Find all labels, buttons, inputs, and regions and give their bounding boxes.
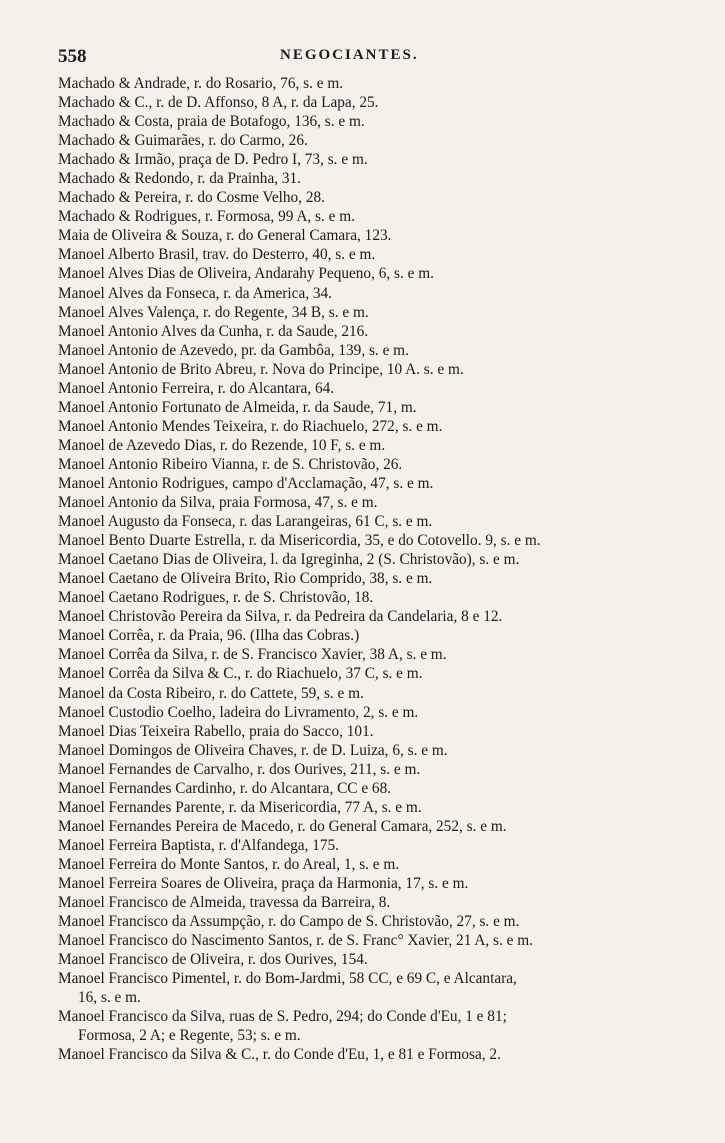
- entry-line: Manoel Augusto da Fonseca, r. das Larangeiras, 61 C, s. e m.: [58, 513, 433, 531]
- entry-line: Machado & C., r. de D. Affonso, 8 A, r. da Lapa, 25.: [58, 94, 379, 112]
- entry-line: Manoel Fernandes de Carvalho, r. dos Ourives, 211, s. e m.: [58, 760, 421, 778]
- directory-entry: [58, 512, 678, 531]
- entry-line: Machado & Irmão, praça de D. Pedro I, 73, s. e m.: [58, 151, 368, 169]
- directory-entry: [58, 131, 678, 150]
- directory-entry: [58, 150, 678, 169]
- directory-entry: [58, 226, 678, 245]
- directory-entry: [58, 417, 678, 436]
- entry-line: Machado & Redondo, r. da Prainha, 31.: [58, 170, 302, 188]
- directory-entry: [58, 74, 678, 93]
- entry-line: Manoel Francisco da Silva, ruas de S. Pedro, 294; do Conde d'Eu, 1 e 81;: [58, 1008, 507, 1026]
- entry-line: Manoel Francisco de Oliveira, r. dos Ourives, 154.: [58, 951, 368, 969]
- entry-line: Manoel Antonio Mendes Teixeira, r. do Riachuelo, 272, s. e m.: [58, 417, 443, 435]
- directory-entry: [58, 1007, 678, 1045]
- entry-line: Machado & Rodrigues, r. Formosa, 99 A, s. e m.: [58, 208, 355, 226]
- entry-line: Manoel Alberto Brasil, trav. do Desterro, 40, s. e m.: [58, 246, 376, 264]
- section-title: NEGOCIANTES.: [280, 47, 419, 63]
- entry-line: Manoel Antonio Fortunato de Almeida, r. da Saude, 71, m.: [58, 398, 417, 416]
- entry-line: Manoel Alves Valença, r. do Regente, 34 B, s. e m.: [58, 303, 369, 321]
- entry-line: Manoel Domingos de Oliveira Chaves, r. de D. Luiza, 6, s. e m.: [58, 741, 448, 759]
- directory-entry: [58, 760, 678, 779]
- directory-entry: [58, 303, 678, 322]
- directory-entry: [58, 645, 678, 664]
- directory-entry: [58, 207, 678, 226]
- directory-entry: [58, 188, 678, 207]
- directory-entry: [58, 855, 678, 874]
- directory-entry: [58, 379, 678, 398]
- directory-entry: [58, 874, 678, 893]
- entry-line: Manoel Antonio de Azevedo, pr. da Gambôa, 139, s. e m.: [58, 341, 409, 359]
- merchant-list: [58, 74, 678, 1064]
- entry-continuation-line: Formosa, 2 A; e Regente, 53; s. e m.: [78, 1027, 301, 1045]
- directory-entry: [58, 1045, 678, 1064]
- entry-line: Manoel de Azevedo Dias, r. do Rezende, 10 F, s. e m.: [58, 436, 386, 454]
- entry-line: Manoel Caetano Rodrigues, r. de S. Christovão, 18.: [58, 589, 374, 607]
- directory-entry: [58, 245, 678, 264]
- entry-line: Manoel Antonio Ribeiro Vianna, r. de S. Christovão, 26.: [58, 455, 403, 473]
- entry-line: Machado & Guimarães, r. do Carmo, 26.: [58, 132, 308, 150]
- entry-line: Machado & Costa, praia de Botafogo, 136, s. e m.: [58, 113, 365, 131]
- entry-line: Manoel Francisco de Almeida, travessa da Barreira, 8.: [58, 894, 391, 912]
- entry-line: Manoel Corrêa da Silva & C., r. do Riachuelo, 37 C, s. e m.: [58, 665, 423, 683]
- entry-line: Manoel Custodio Coelho, ladeira do Livramento, 2, s. e m.: [58, 703, 419, 721]
- entry-line: Manoel Francisco da Assumpção, r. do Campo de S. Christovão, 27, s. e m.: [58, 913, 520, 931]
- directory-entry: [58, 398, 678, 417]
- directory-entry: [58, 741, 678, 760]
- entry-line: Manoel Corrêa da Silva, r. de S. Francisco Xavier, 38 A, s. e m.: [58, 646, 447, 664]
- entry-line: Manoel Antonio da Silva, praia Formosa, 47, s. e m.: [58, 494, 378, 512]
- directory-entry: [58, 284, 678, 303]
- directory-entry: [58, 684, 678, 703]
- entry-line: Machado & Pereira, r. do Cosme Velho, 28.: [58, 189, 325, 207]
- entry-line: Manoel Ferreira Baptista, r. d'Alfandega, 175.: [58, 836, 339, 854]
- directory-entry: [58, 588, 678, 607]
- directory-entry: [58, 722, 678, 741]
- entry-continuation-line: 16, s. e m.: [78, 989, 141, 1007]
- directory-entry: [58, 703, 678, 722]
- page-number: 558: [58, 46, 87, 67]
- directory-entry: [58, 474, 678, 493]
- directory-entry: [58, 322, 678, 341]
- directory-entry: [58, 626, 678, 645]
- entry-line: Manoel Dias Teixeira Rabello, praia do Sacco, 101.: [58, 722, 374, 740]
- directory-entry: [58, 531, 678, 550]
- directory-entry: [58, 360, 678, 379]
- directory-entry: [58, 112, 678, 131]
- directory-entry: [58, 779, 678, 798]
- entry-line: Manoel Ferreira Soares de Oliveira, praça da Harmonia, 17, s. e m.: [58, 874, 469, 892]
- entry-line: Manoel Fernandes Cardinho, r. do Alcantara, CC e 68.: [58, 779, 392, 797]
- directory-entry: [58, 798, 678, 817]
- entry-line: Manoel Christovão Pereira da Silva, r. da Pedreira da Candelaria, 8 e 12.: [58, 608, 503, 626]
- entry-line: Manoel Fernandes Parente, r. da Misericordia, 77 A, s. e m.: [58, 798, 422, 816]
- directory-entry: [58, 607, 678, 626]
- entry-line: Manoel Antonio de Brito Abreu, r. Nova do Principe, 10 A. s. e m.: [58, 360, 464, 378]
- entry-line: Manoel Francisco do Nascimento Santos, r. de S. Franc° Xavier, 21 A, s. e m.: [58, 932, 533, 950]
- directory-entry: [58, 93, 678, 112]
- directory-entry: [58, 893, 678, 912]
- directory-entry: [58, 817, 678, 836]
- directory-entry: [58, 950, 678, 969]
- entry-line: Manoel Antonio Rodrigues, campo d'Acclamação, 47, s. e m.: [58, 474, 434, 492]
- entry-line: Manoel Caetano de Oliveira Brito, Rio Comprido, 38, s. e m.: [58, 570, 433, 588]
- directory-entry: [58, 931, 678, 950]
- directory-entry: [58, 264, 678, 283]
- directory-entry: [58, 836, 678, 855]
- directory-entry: [58, 455, 678, 474]
- entry-line: Manoel Antonio Ferreira, r. do Alcantara, 64.: [58, 379, 335, 397]
- entry-line: Manoel da Costa Ribeiro, r. do Cattete, 59, s. e m.: [58, 684, 364, 702]
- directory-entry: [58, 664, 678, 683]
- entry-line: Manoel Francisco da Silva & C., r. do Conde d'Eu, 1, e 81 e Formosa, 2.: [58, 1046, 501, 1064]
- entry-line: Machado & Andrade, r. do Rosario, 76, s. e m.: [58, 75, 344, 92]
- entry-line: Manoel Corrêa, r. da Praia, 96. (Ilha das Cobras.): [58, 627, 360, 645]
- directory-entry: [58, 569, 678, 588]
- directory-entry: [58, 169, 678, 188]
- directory-entry: [58, 969, 678, 1007]
- entry-line: Manoel Caetano Dias de Oliveira, l. da Igreginha, 2 (S. Christovão), s. e m.: [58, 551, 520, 569]
- page-header: [58, 46, 658, 70]
- entry-line: Manoel Alves da Fonseca, r. da America, 34.: [58, 284, 332, 302]
- directory-entry: [58, 550, 678, 569]
- entry-line: Manoel Fernandes Pereira de Macedo, r. do General Camara, 252, s. e m.: [58, 817, 507, 835]
- entry-line: Manoel Antonio Alves da Cunha, r. da Saude, 216.: [58, 322, 369, 340]
- directory-entry: [58, 341, 678, 360]
- entry-line: Maia de Oliveira & Souza, r. do General Camara, 123.: [58, 227, 392, 245]
- entry-line: Manoel Ferreira do Monte Santos, r. do Areal, 1, s. e m.: [58, 855, 400, 873]
- directory-entry: [58, 912, 678, 931]
- entry-line: Manoel Bento Duarte Estrella, r. da Misericordia, 35, e do Cotovello. 9, s. e m.: [58, 532, 541, 550]
- entry-line: Manoel Alves Dias de Oliveira, Andarahy Pequeno, 6, s. e m.: [58, 265, 434, 283]
- directory-entry: [58, 493, 678, 512]
- entry-line: Manoel Francisco Pimentel, r. do Bom-Jardmi, 58 CC, e 69 C, e Alcantara,: [58, 970, 517, 988]
- directory-entry: [58, 436, 678, 455]
